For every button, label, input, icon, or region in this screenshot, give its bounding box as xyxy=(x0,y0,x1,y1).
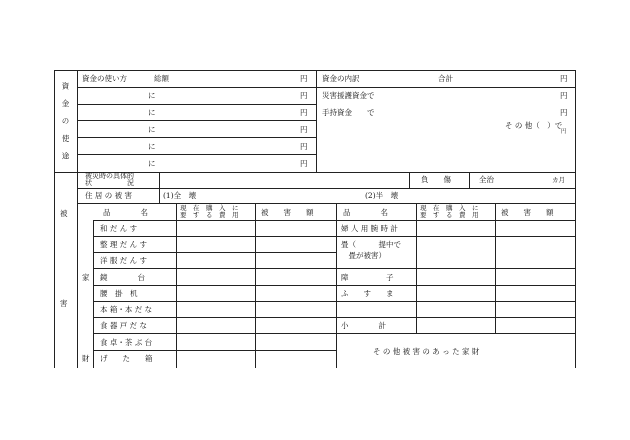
item-row-line xyxy=(93,301,336,302)
assets-label: 財 xyxy=(82,354,90,363)
usage-ni: に xyxy=(148,159,156,168)
list-item: 畳が被害） xyxy=(341,251,386,260)
col-price-header-1: 現 在 購 入 に xyxy=(180,204,239,212)
recovery-label: 全治 xyxy=(479,175,494,184)
injury-label: 負 傷 xyxy=(421,175,451,184)
item-row-line xyxy=(93,252,336,253)
funds-row-line xyxy=(77,120,316,121)
list-item: 婦 人 用 腕 時 計 xyxy=(341,224,398,233)
recovery-divider xyxy=(469,172,470,188)
item-row-line xyxy=(93,285,336,286)
item-row-line xyxy=(336,317,575,318)
other-fund-label: そ の 他（ ）で xyxy=(505,121,563,130)
col-damage-header: 被 害 額 xyxy=(501,208,554,217)
own-fund-label: 手持資金 で xyxy=(322,108,375,117)
list-item: 本 箱・本 だ な xyxy=(100,305,153,314)
frame-top xyxy=(54,70,576,71)
yen-unit: 円 xyxy=(300,108,308,117)
usage-header: 資金の使い方 xyxy=(82,74,127,83)
item-header-line xyxy=(93,220,575,221)
list-item: 畳（ 提中で xyxy=(341,240,401,249)
list-item: 小 計 xyxy=(341,321,386,330)
yen-unit: 円 xyxy=(300,142,308,151)
household-label: 家 xyxy=(82,273,90,282)
col-price-header-2: 要 す る 費 用 xyxy=(180,211,239,219)
yen-unit: 円 xyxy=(561,129,567,135)
full-destruction: (1)全 壊 xyxy=(163,191,197,200)
list-item: 食 器 戸 だ な xyxy=(100,321,148,330)
yen-unit: 円 xyxy=(300,159,308,168)
col-item-header: 品 名 xyxy=(103,208,148,217)
months-label: カ月 xyxy=(552,176,565,184)
list-item: げ た 箱 xyxy=(100,354,153,363)
list-item: 洋 服 だ ん す xyxy=(100,256,148,265)
yen-unit: 円 xyxy=(560,74,568,83)
total-label: 総額 xyxy=(154,74,169,83)
yen-unit: 円 xyxy=(560,108,568,117)
damage-side-label-2: 害 xyxy=(60,299,68,308)
col-price-header-1: 現 在 購 入 に xyxy=(420,204,479,212)
item-row-line xyxy=(336,236,575,237)
yen-unit: 円 xyxy=(300,125,308,134)
sum-label: 合計 xyxy=(438,74,453,83)
item-row-line xyxy=(336,285,575,286)
funds-row-line xyxy=(77,104,316,105)
funds-row-line xyxy=(77,137,316,138)
list-item: ふ す ま xyxy=(341,289,394,298)
situation-label-1: 被災時の具体的 xyxy=(85,172,134,180)
col-damage-header: 被 害 額 xyxy=(261,208,314,217)
item-row-line xyxy=(93,317,336,318)
yen-unit: 円 xyxy=(300,74,308,83)
yen-unit: 円 xyxy=(300,91,308,100)
list-item: 食 卓・茶 ぶ 台 xyxy=(100,338,153,347)
item-row-line xyxy=(336,333,575,334)
item-row-line xyxy=(93,236,336,237)
injury-divider xyxy=(409,172,410,188)
label-column-divider xyxy=(77,70,78,368)
damage-row-line xyxy=(77,188,575,189)
list-item: 腰 掛 机 xyxy=(100,289,138,298)
item-row-line xyxy=(336,301,575,302)
list-item: 整 理 だ ん す xyxy=(100,240,148,249)
usage-ni: に xyxy=(148,125,156,134)
household-col-divider xyxy=(93,220,94,368)
funds-side-label: 資金の使途 xyxy=(61,82,70,170)
funds-middle-divider xyxy=(316,70,317,172)
half-destruction: (2)半 壊 xyxy=(365,191,399,200)
frame-left xyxy=(54,70,55,368)
usage-ni: に xyxy=(148,142,156,151)
item-row-line xyxy=(336,268,575,269)
damage-side-label-1: 被 xyxy=(60,209,68,218)
item-row-line xyxy=(93,350,336,351)
funds-row-line xyxy=(77,154,316,155)
housing-label: 住 居 の 被 害 xyxy=(85,191,133,200)
usage-ni: に xyxy=(148,108,156,117)
disaster-fund-label: 災害援護資金で xyxy=(322,91,375,100)
item-row-line xyxy=(93,268,336,269)
other-assets-label: そ の 他 被 害 の あ っ た 家 財 xyxy=(373,347,480,356)
col-item-header: 品 名 xyxy=(343,208,388,217)
list-item: 和 だ ん す xyxy=(100,224,138,233)
list-item: 鏡 台 xyxy=(100,273,145,282)
usage-ni: に xyxy=(148,91,156,100)
frame-right xyxy=(575,70,576,368)
yen-unit: 円 xyxy=(560,91,568,100)
item-row-line xyxy=(93,333,336,334)
list-item: 障 子 xyxy=(341,273,394,282)
damage-row-line xyxy=(77,203,575,204)
funds-header-line xyxy=(77,87,575,88)
col-price-header-2: 要 す る 費 用 xyxy=(420,211,479,219)
situation-label-2: 状 況 xyxy=(85,179,134,187)
breakdown-header: 資金の内訳 xyxy=(322,74,360,83)
